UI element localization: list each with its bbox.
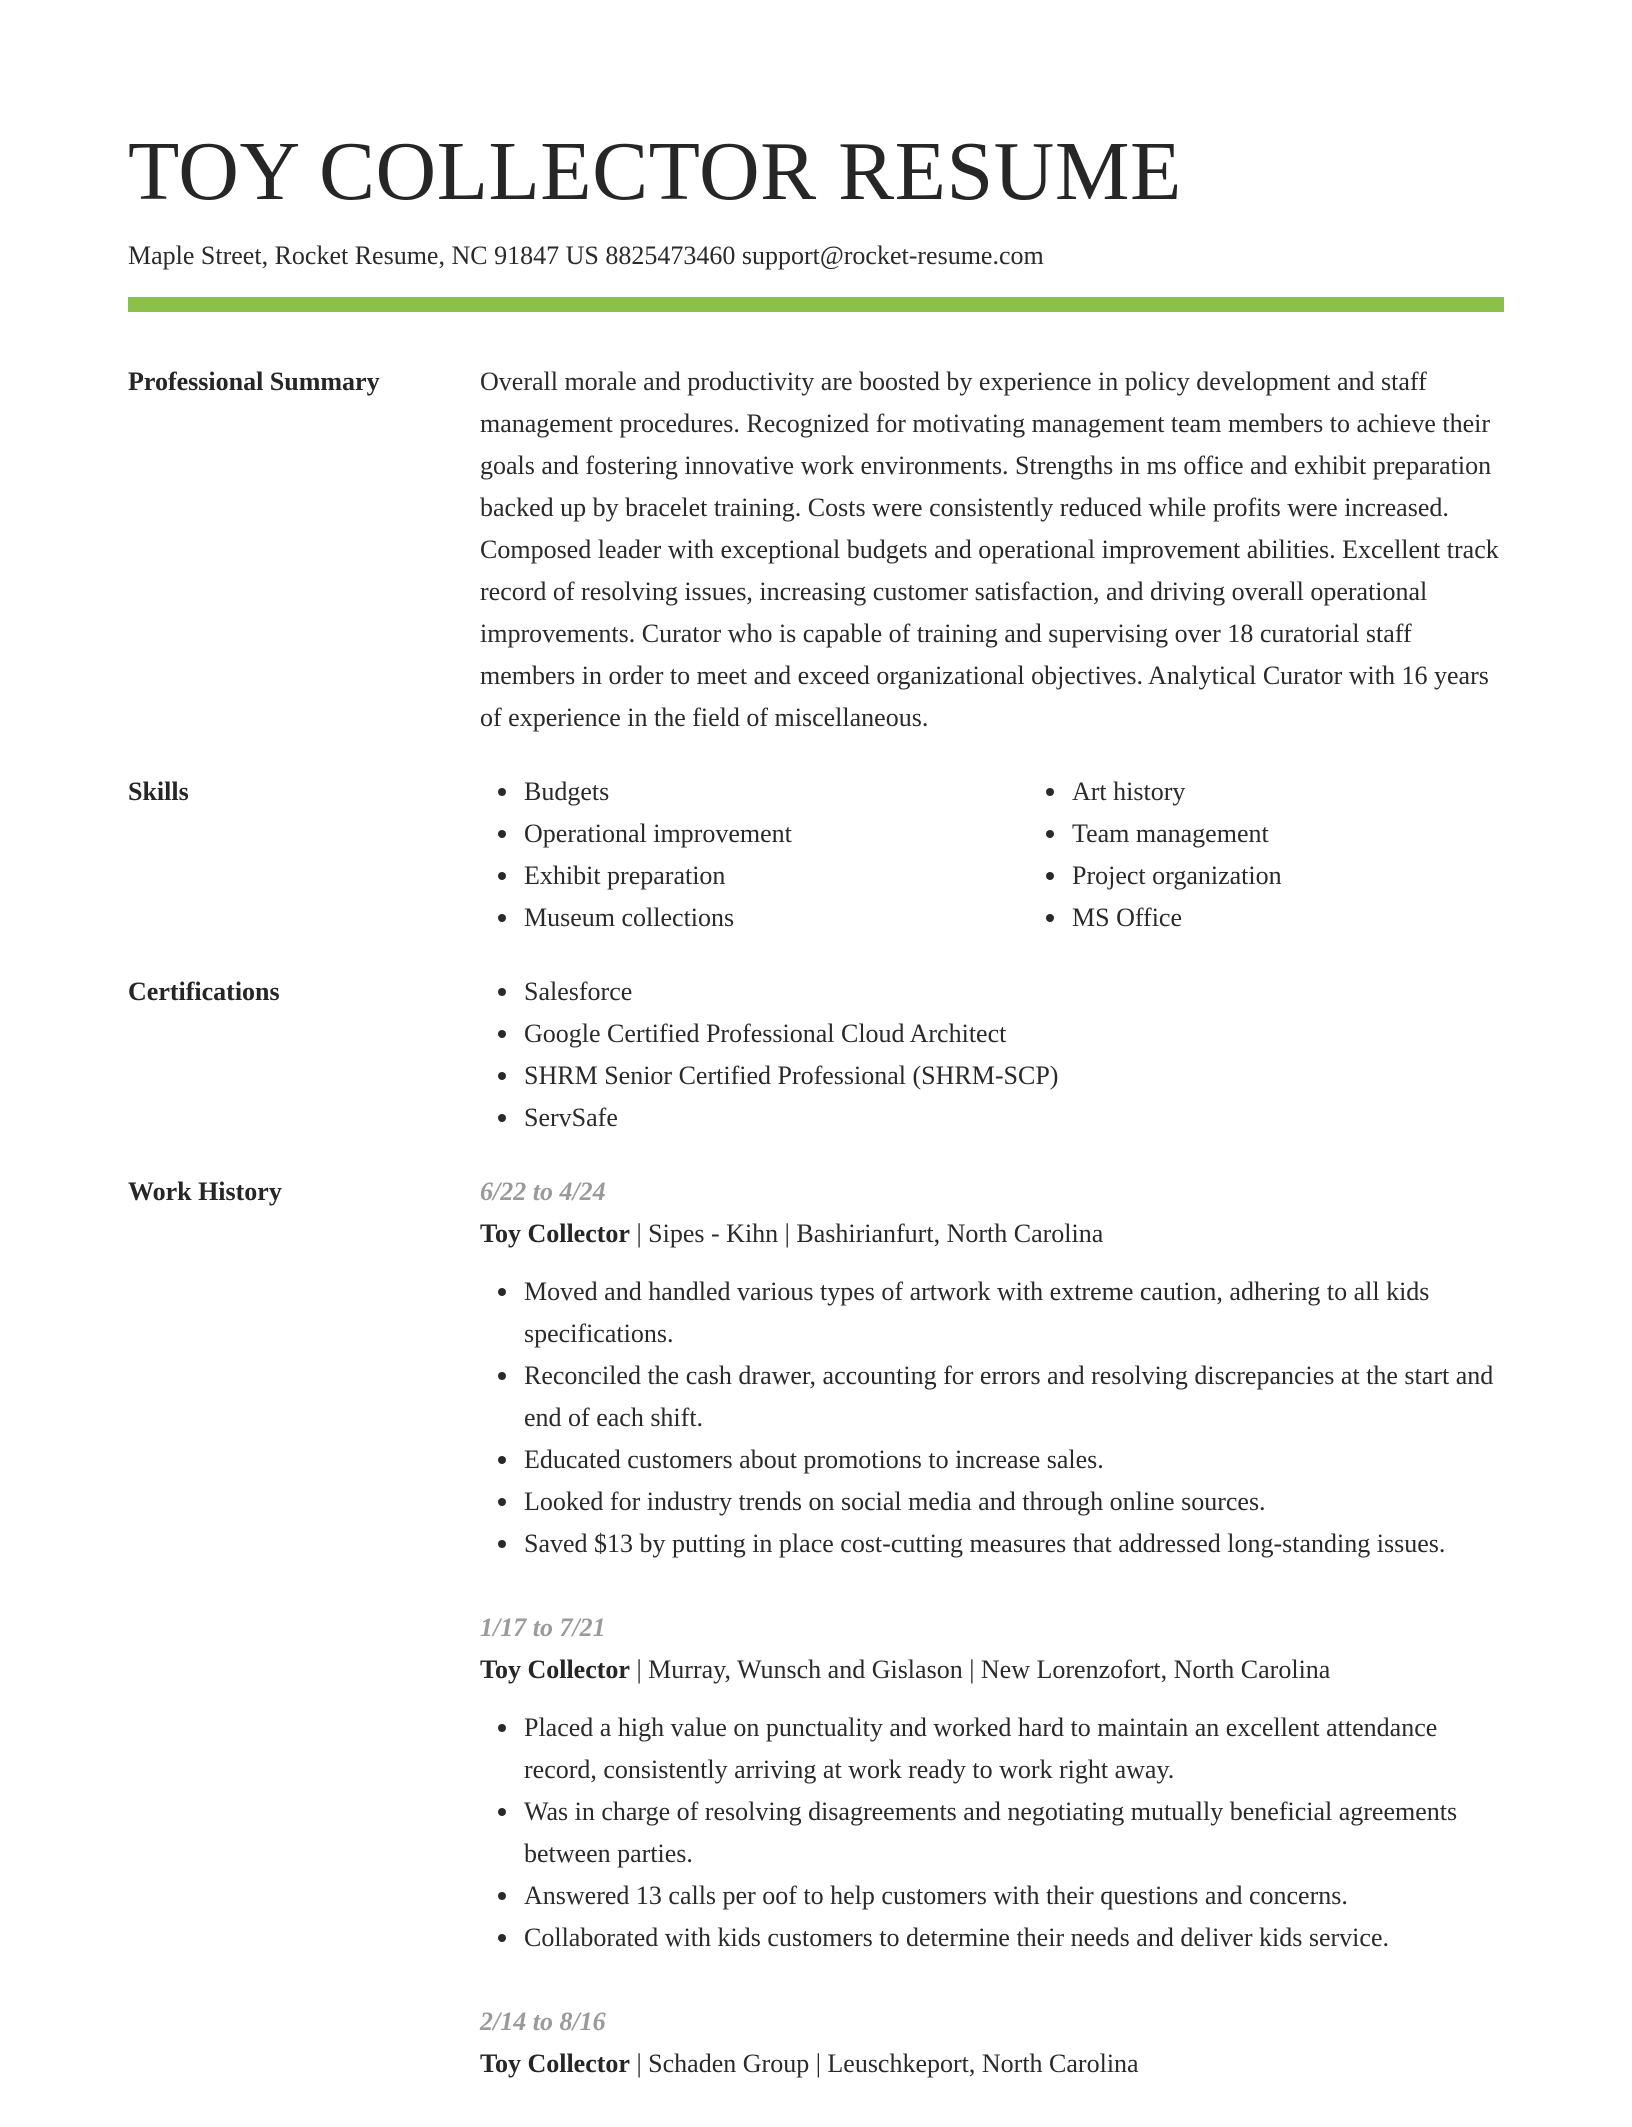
header-divider bbox=[128, 297, 1504, 312]
list-item: Educated customers about promotions to increase sales. bbox=[524, 1439, 1504, 1481]
section-label-summary: Professional Summary bbox=[128, 367, 380, 396]
list-item: Reconciled the cash drawer, accounting for errors and resolving discrepancies at the start and end of each shift. bbox=[524, 1355, 1504, 1439]
list-item: Answered 13 calls per oof to help customers with their questions and concerns. bbox=[524, 1875, 1504, 1917]
list-item: Exhibit preparation bbox=[524, 855, 1028, 897]
job-heading bbox=[480, 1649, 1504, 1691]
list-item: SHRM Senior Certified Professional (SHRM-SCP) bbox=[524, 1055, 1504, 1097]
list-item: Operational improvement bbox=[524, 813, 1028, 855]
list-item: Art history bbox=[1072, 771, 1576, 813]
job-details: | Sipes - Kihn | Bashirianfurt, North Carolina bbox=[629, 1219, 1104, 1248]
job-heading bbox=[480, 1213, 1504, 1255]
skills-section bbox=[128, 771, 1504, 939]
certifications-list bbox=[480, 971, 1504, 1139]
job-title: Toy Collector bbox=[480, 1219, 630, 1248]
list-item: MS Office bbox=[1072, 897, 1576, 939]
skills-column-1 bbox=[480, 771, 1028, 939]
job-dates: 6/22 to 4/24 bbox=[480, 1177, 606, 1206]
skills-column-2 bbox=[1028, 771, 1576, 939]
list-item: Salesforce bbox=[524, 971, 1504, 1013]
job-details: | Murray, Wunsch and Gislason | New Lorenzofort, North Carolina bbox=[629, 1655, 1331, 1684]
job-entry bbox=[480, 1171, 1504, 1565]
summary-section bbox=[128, 361, 1504, 739]
list-item: Museum collections bbox=[524, 897, 1028, 939]
section-label-work-history: Work History bbox=[128, 1177, 282, 1206]
section-label-certifications: Certifications bbox=[128, 977, 280, 1006]
section-label-skills: Skills bbox=[128, 777, 189, 806]
list-item: Team management bbox=[1072, 813, 1576, 855]
job-entry bbox=[480, 1607, 1504, 1959]
work-history-section bbox=[128, 1171, 1504, 2127]
list-item: Moved and handled various types of artwork with extreme caution, adhering to all kids specifications. bbox=[524, 1271, 1504, 1355]
job-responsibilities bbox=[480, 1707, 1504, 1959]
list-item: ServSafe bbox=[524, 1097, 1504, 1139]
list-item: Google Certified Professional Cloud Architect bbox=[524, 1013, 1504, 1055]
list-item: Placed a high value on punctuality and worked hard to maintain an excellent attendance record, consistently arriving at work ready to work right away. bbox=[524, 1707, 1504, 1791]
job-entry bbox=[480, 2001, 1504, 2085]
job-dates: 2/14 to 8/16 bbox=[480, 2007, 606, 2036]
resume-title: TOY COLLECTOR RESUME bbox=[128, 125, 1182, 218]
skills-grid bbox=[480, 771, 1576, 939]
resume-page bbox=[128, 118, 1504, 2127]
job-heading bbox=[480, 2043, 1504, 2085]
list-item: Budgets bbox=[524, 771, 1028, 813]
list-item: Collaborated with kids customers to determine their needs and deliver kids service. bbox=[524, 1917, 1504, 1959]
job-details: | Schaden Group | Leuschkeport, North Carolina bbox=[629, 2049, 1139, 2078]
job-title: Toy Collector bbox=[480, 1655, 630, 1684]
list-item: Was in charge of resolving disagreements and negotiating mutually beneficial agreements between parties. bbox=[524, 1791, 1504, 1875]
job-responsibilities bbox=[480, 1271, 1504, 1565]
certifications-section bbox=[128, 971, 1504, 1139]
list-item: Looked for industry trends on social media and through online sources. bbox=[524, 1481, 1504, 1523]
contact-info: Maple Street, Rocket Resume, NC 91847 US 8825473460 support@rocket-resume.com bbox=[128, 241, 1044, 270]
list-item: Saved $13 by putting in place cost-cutting measures that addressed long-standing issues. bbox=[524, 1523, 1504, 1565]
summary-text: Overall morale and productivity are boosted by experience in policy development and staff management procedures. Recognized for motivating management team members to achieve their goals and fostering innovative work environments. Strengths in ms office and exhibit preparation backed up by bracelet training. Costs were consistently reduced while profits were increased. Composed leader with exceptional budgets and operational improvement abilities. Excellent track record of resolving issues, increasing customer satisfaction, and driving overall operational improvements. Curator who is capable of training and supervising over 18 curatorial staff members in order to meet and exceed organizational objectives. Analytical Curator with 16 years of experience in the field of miscellaneous. bbox=[480, 367, 1499, 732]
list-item: Project organization bbox=[1072, 855, 1576, 897]
job-title: Toy Collector bbox=[480, 2049, 630, 2078]
job-dates: 1/17 to 7/21 bbox=[480, 1613, 606, 1642]
